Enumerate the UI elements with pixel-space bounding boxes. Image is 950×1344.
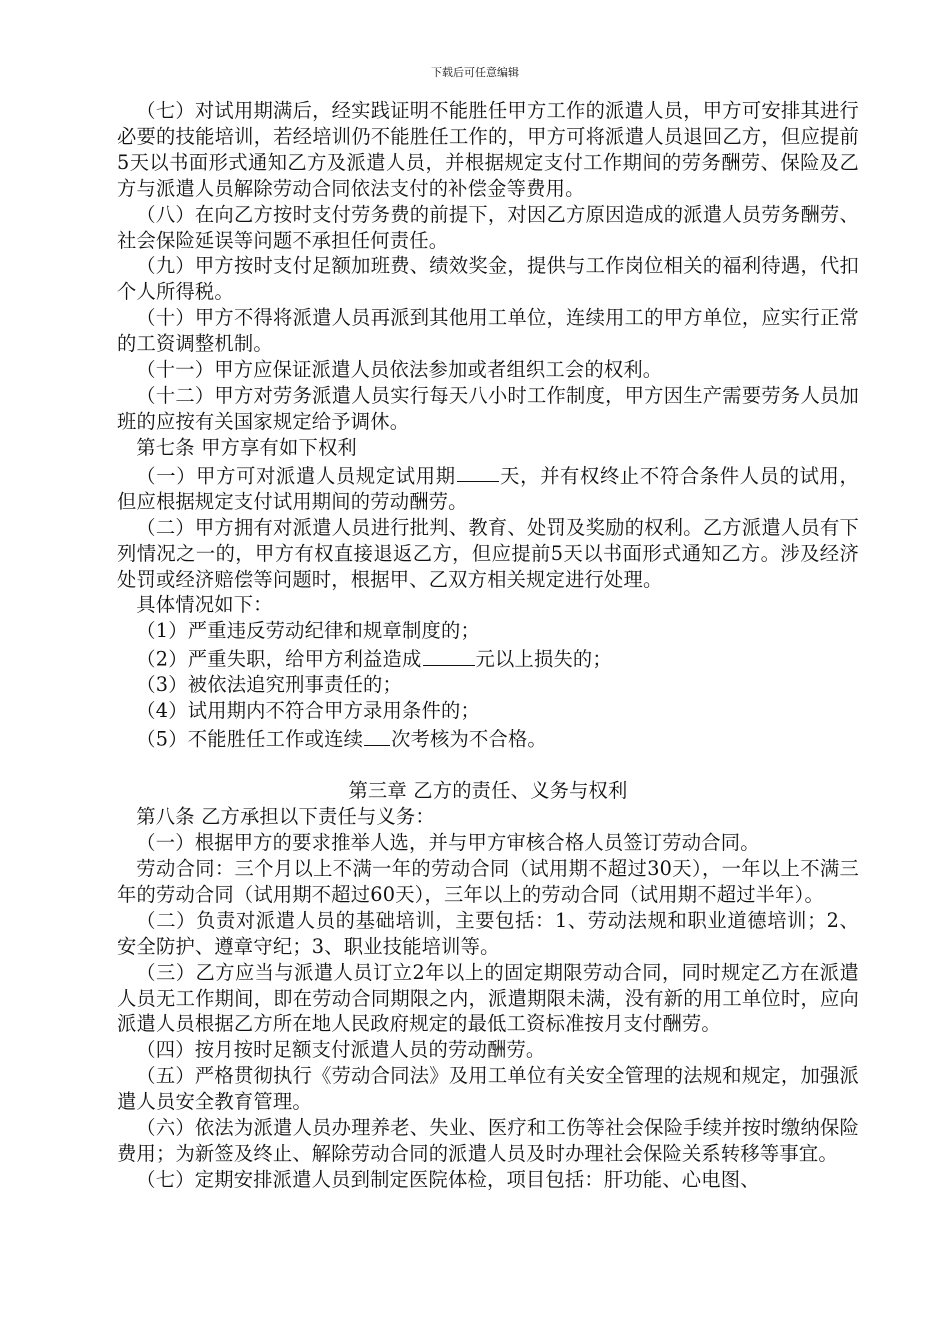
assessment-count-blank [364,724,390,745]
article-7-item-1 [117,461,859,515]
situation-2-part-b: 元以上损失的； [475,647,612,671]
article-7-item-1-part-a: （一）甲方可对派遣人员规定试用期 [136,463,456,487]
loss-amount-blank [423,644,475,665]
situation-4: （4）试用期内不符合甲方录用条件的； [136,699,480,723]
article-8-item-5: （五）严格贯彻执行《劳动合同法》及用工单位有关安全管理的法规和规定，加强派遣人员安全教育管理。 [117,1064,859,1114]
chapter-3-title: 第三章 乙方的责任、义务与权利 [348,779,628,803]
probation-days-blank [457,461,499,482]
situations-intro: 具体情况如下： [136,593,273,617]
article-8-title: 第八条 乙方承担以下责任与义务： [136,805,435,829]
article-7-item-1-part-b: 天，并有权终止不符合条件人员的试用，但应根据规定支付试用期间的劳动酬劳。 [117,463,859,513]
clause-8: （八）在向乙方按时支付劳务费的前提下，对因乙方原因造成的派遣人员劳务酬劳、社会保险延误等问题不承担任何责任。 [117,202,859,252]
clause-7: （七）对试用期满后，经实践证明不能胜任甲方工作的派遣人员，甲方可安排其进行必要的技能培训，若经培训仍不能胜任工作的，甲方可将派遣人员退回乙方，但应提前5天以书面形式通知乙方及派遣人员，并根据规定支付工作期间的劳务酬劳、保险及乙方与派遣人员解除劳动合同依法支付的补偿金等费用。 [117,99,859,200]
page-header: 下载后可任意编辑 [431,66,519,79]
situation-5-part-b: 次考核为不合格。 [391,727,547,751]
clause-12: （十二）甲方对劳务派遣人员实行每天八小时工作制度，甲方因生产需要劳务人员加班的应按有关国家规定给予调休。 [117,383,859,433]
article-8-item-1: （一）根据甲方的要求推举人选，并与甲方审核合格人员签订劳动合同。 [136,831,760,855]
situation-2-part-a: （2）严重失职，给甲方利益造成 [136,647,422,671]
article-8-item-3: （三）乙方应当与派遣人员订立2年以上的固定期限劳动合同，同时规定乙方在派遣人员无工作期间，即在劳动合同期限之内，派遣期限未满，没有新的用工单位时，应向派遣人员根据乙方所在地人民政府规定的最低工资标准按月支付酬劳。 [117,960,859,1036]
situation-1: （1）严重违反劳动纪律和规章制度的； [136,619,480,643]
clause-11: （十一）甲方应保证派遣人员依法参加或者组织工会的权利。 [136,358,663,382]
clause-9: （九）甲方按时支付足额加班费、绩效奖金，提供与工作岗位相关的福利待遇，代扣个人所得税。 [117,254,859,304]
situation-5 [117,724,859,752]
article-8-item-4: （四）按月按时足额支付派遣人员的劳动酬劳。 [136,1038,546,1062]
situation-5-part-a: （5）不能胜任工作或连续 [136,727,364,751]
article-8-item-6: （六）依法为派遣人员办理养老、失业、医疗和工伤等社会保险手续并按时缴纳保险费用；为新签及终止、解除劳动合同的派遣人员及时办理社会保险关系转移等事宜。 [117,1116,859,1165]
document-body [117,98,859,1193]
article-7-item-2: （二）甲方拥有对派遣人员进行批判、教育、处罚及奖励的权利。乙方派遣人员有下列情况之一的，甲方有权直接退返乙方，但应提前5天以书面形式通知乙方。涉及经济处罚或经济赔偿等问题时，根据甲、乙双方相关规定进行处理。 [117,515,859,591]
article-8-item-7: （七）定期安排派遣人员到制定医院体检，项目包括：肝功能、心电图、 [136,1167,760,1191]
situation-2 [117,644,859,672]
labor-contract-terms: 劳动合同：三个月以上不满一年的劳动合同（试用期不超过30天），一年以上不满三年的劳动合同（试用期不超过60天），三年以上的劳动合同（试用期不超过半年）。 [117,857,859,906]
article-7-title: 第七条 甲方享有如下权利 [136,435,357,459]
clause-10: （十）甲方不得将派遣人员再派到其他用工单位，连续用工的甲方单位，应实行正常的工资调整机制。 [117,306,859,356]
situation-3: （3）被依法追究刑事责任的； [136,673,403,697]
article-8-item-2: （二）负责对派遣人员的基础培训，主要包括：1、劳动法规和职业道德培训；2、安全防护、遵章守纪；3、职业技能培训等。 [117,908,859,958]
